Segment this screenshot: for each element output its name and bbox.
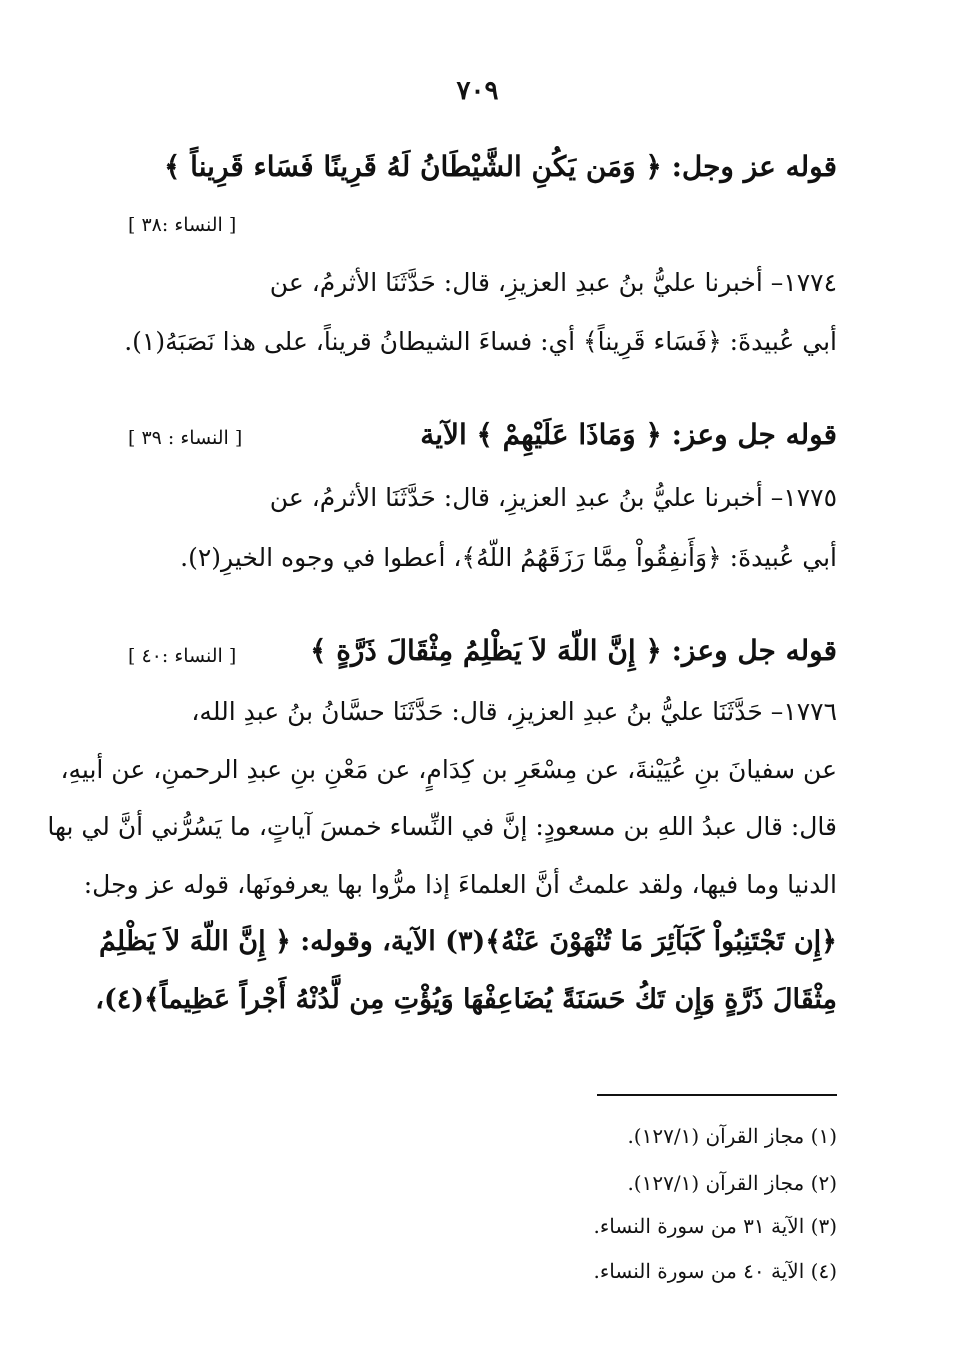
entry-line: ١٧٧٦– حَدَّثَنَا عليُّ بنُ عبدِ العزيزِ، قال: حَدَّثَنَا حسَّانُ بنُ عبدِ الله،: [191, 697, 837, 726]
quran-reference: [ النساء :٤٠ ]: [128, 645, 237, 667]
quran-reference: [ النساء : ٣٩ ]: [128, 427, 243, 449]
quran-reference: [ النساء :٣٨ ]: [128, 214, 237, 236]
footnote: (٢) مجاز القرآن (١٢٧/١).: [627, 1171, 837, 1195]
entry-line: ١٧٧٤– أخبرنا عليُّ بنُ عبدِ العزيزِ، قال: حَدَّثَنَا الأثرمُ، عن: [269, 268, 837, 297]
section-heading: قوله جل وعز: ﴿ إِنَّ اللّهَ لاَ يَظْلِمُ مِثْقَالَ ذَرَّةٍ ﴾: [310, 634, 837, 667]
entry-line: أبي عُبيدةَ: ﴿وَأَنفِقُواْ مِمَّا رَزَقَهُمُ اللّهُ﴾، أعطوا في وجوه الخيرِ(٢).: [180, 543, 837, 572]
verse-line: ﴿إِن تَجْتَنِبُواْ كَبَآئِرَ مَا تُنْهَوْنَ عَنْهُ﴾(٣) الآية، وقوله: ﴿ إِنَّ اللّهَ لاَ يَظْلِمُ: [98, 926, 837, 957]
entry-line: أبي عُبيدةَ: ﴿فَسَاء قَرِيناً﴾ أي: فساءَ الشيطانُ قريناً، على هذا نَصَبَهُ(١).: [124, 327, 837, 356]
footnote: (١) مجاز القرآن (١٢٧/١).: [627, 1124, 837, 1148]
entry-line: الدنيا وما فيها، ولقد علمتُ أنَّ العلماءَ إذا مرُّوا بها يعرفونَها، قوله عز وجل:: [83, 870, 837, 899]
verse-line: مِثْقَالَ ذَرَّةٍ وَإِن تَكُ حَسَنَةً يُضَاعِفْهَا وَيُؤْتِ مِن لَّدُنْهُ أَجْراً عَظِيماً﴾(٤)،: [95, 984, 837, 1015]
entry-line: ١٧٧٥– أخبرنا عليُّ بنُ عبدِ العزيزِ، قال: حَدَّثَنَا الأثرمُ، عن: [269, 483, 837, 512]
page-number: ٧٠٩: [456, 76, 499, 106]
footnote: (٤) الآية ٤٠ من سورة النساء.: [593, 1259, 837, 1283]
section-heading: قوله عز وجل: ﴿ وَمَن يَكُنِ الشَّيْطَانُ لَهُ قَرِينًا فَسَاء قَرِيناً ﴾: [164, 150, 837, 183]
entry-line: قال: قال عبدُ اللهِ بن مسعودٍ: إنَّ في النِّساء خمسَ آياتٍ، ما يَسُرُّني أنَّ لي بها: [47, 812, 837, 841]
footnote-separator: [597, 1094, 837, 1096]
section-heading: قوله جل وعز: ﴿ وَمَاذَا عَلَيْهِمْ ﴾ الآية: [420, 418, 837, 451]
entry-line: عن سفيانَ بنِ عُيَيْنةَ، عن مِسْعَرِ بن كِدَامٍ، عن مَعْنِ بنِ عبدِ الرحمنِ، عن أبيهِ،: [60, 755, 837, 784]
footnote: (٣) الآية ٣١ من سورة النساء.: [593, 1214, 837, 1238]
